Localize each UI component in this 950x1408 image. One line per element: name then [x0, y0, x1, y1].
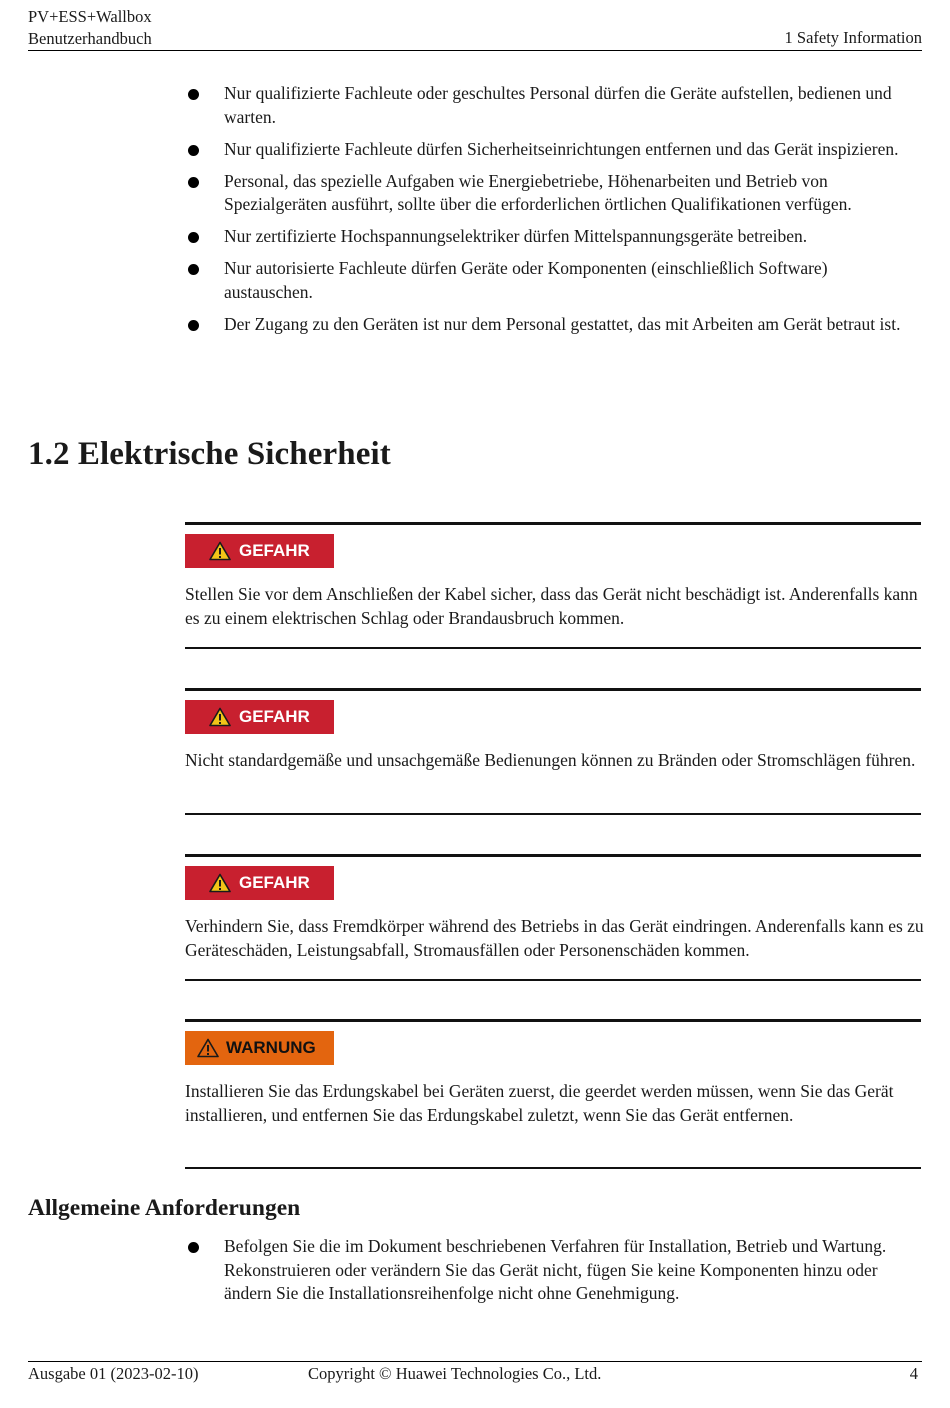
header-doc-type: Benutzerhandbuch: [28, 29, 152, 48]
bullet-list-general: [185, 1235, 905, 1314]
header-left: [28, 6, 152, 50]
list-item: Nur zertifizierte Hochspannungselektriker dürfen Mittelspannungsgeräte betreiben.: [185, 225, 905, 249]
danger-badge: [185, 700, 334, 734]
warning-badge: [185, 1031, 334, 1065]
footer-edition: Ausgabe 01 (2023-02-10): [28, 1364, 199, 1383]
bullet-list-qualifications: [185, 82, 905, 345]
badge-label: GEFAHR: [239, 541, 310, 560]
bullet-icon: [188, 320, 199, 331]
footer-copyright: Copyright © Huawei Technologies Co., Ltd.: [308, 1364, 602, 1383]
page-footer: [28, 1361, 922, 1383]
notice-text: Verhindern Sie, dass Fremdkörper während des Betriebs in das Gerät eindringen. Anderenfalls kann es zu Geräteschäden, Leistungsabfall, Stromausfällen oder Personenschäden kommen.: [185, 916, 924, 960]
badge-label: WARNUNG: [226, 1038, 316, 1057]
notice-text: Installieren Sie das Erdungskabel bei Geräten zuerst, die geerdet werden müssen, wenn Sie das Gerät installieren, und entfernen Sie das Erdungskabel zuletzt, wenn Sie das Gerät entfernen.: [185, 1081, 894, 1125]
badge-label: GEFAHR: [239, 873, 310, 892]
notice-text: Nicht standardgemäße und unsachgemäße Bedienungen können zu Bränden oder Stromschlägen führen.: [185, 750, 916, 770]
list-item: Befolgen Sie die im Dokument beschriebenen Verfahren für Installation, Betrieb und Wartung. Rekonstruieren oder verändern Sie das Gerät nicht, fügen Sie keine Komponenten hinzu oder ändern Sie die Installationsreihenfolge nicht ohne Genehmigung.: [185, 1235, 905, 1306]
danger-notice: [185, 688, 921, 815]
header-chapter: 1 Safety Information: [784, 28, 922, 47]
subsection-title: Allgemeine Anforderungen: [28, 1195, 301, 1221]
warning-triangle-icon: [209, 707, 231, 727]
notice-text: Stellen Sie vor dem Anschließen der Kabel sicher, dass das Gerät nicht beschädigt ist. Anderenfalls kann es zu einem elektrischen Schlag oder Brandausbruch kommen.: [185, 584, 918, 628]
list-item: Personal, das spezielle Aufgaben wie Energiebetriebe, Höhenarbeiten und Betrieb von Spezialgeräten ausführt, sollte über die erforderlichen örtlichen Qualifikationen verfügen.: [185, 170, 905, 217]
list-item: Nur qualifizierte Fachleute dürfen Sicherheitseinrichtungen entfernen und das Gerät inspizieren.: [185, 138, 905, 162]
warning-triangle-icon: [209, 541, 231, 561]
bullet-icon: [188, 145, 199, 156]
list-item: Nur qualifizierte Fachleute oder geschultes Personal dürfen die Geräte aufstellen, bedienen und warten.: [185, 82, 905, 129]
header-product: PV+ESS+Wallbox: [28, 7, 152, 26]
danger-badge: [185, 534, 334, 568]
bullet-icon: [188, 89, 199, 100]
warning-notice: [185, 1019, 921, 1169]
list-item: Nur autorisierte Fachleute dürfen Geräte oder Komponenten (einschließlich Software) austauschen.: [185, 257, 905, 304]
danger-notice: [185, 854, 924, 981]
warning-triangle-icon: [209, 873, 231, 893]
bullet-icon: [188, 177, 199, 188]
list-item: Der Zugang zu den Geräten ist nur dem Personal gestattet, das mit Arbeiten am Gerät betraut ist.: [185, 313, 905, 337]
bullet-icon: [188, 1242, 199, 1253]
bullet-icon: [188, 264, 199, 275]
danger-notice: [185, 522, 921, 649]
bullet-icon: [188, 232, 199, 243]
warning-triangle-icon: [197, 1038, 219, 1058]
section-title: 1.2 Elektrische Sicherheit: [28, 436, 391, 472]
footer-page-number: 4: [909, 1364, 918, 1383]
badge-label: GEFAHR: [239, 707, 310, 726]
page-header: [28, 6, 922, 51]
danger-badge: [185, 866, 334, 900]
